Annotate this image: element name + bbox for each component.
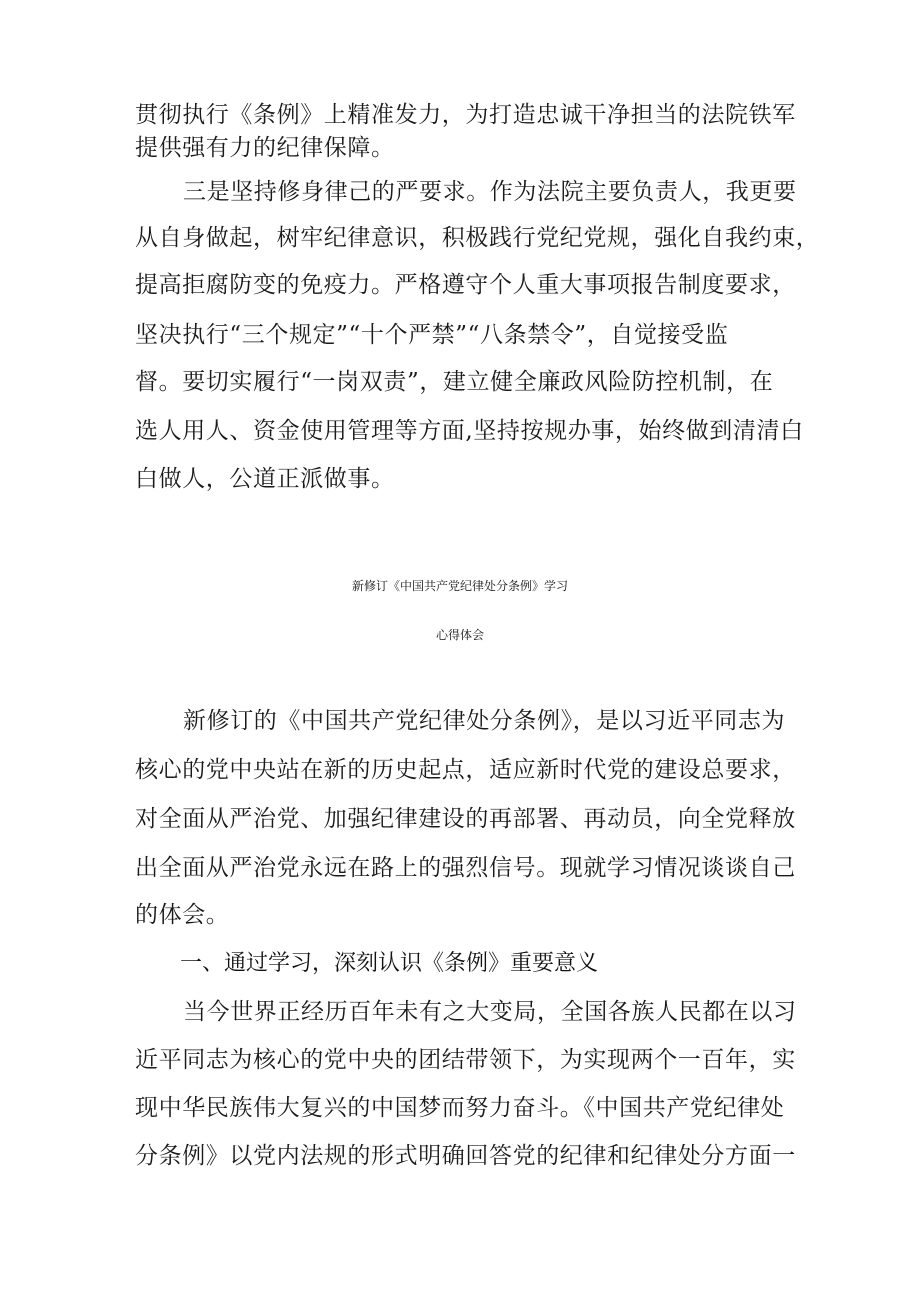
- paragraph-line: 当今世界正经历百年未有之大变局，全国各族人民都在以习: [183, 999, 797, 1025]
- paragraph-line: 白做人，公道正派做事。: [135, 466, 395, 492]
- paragraph-line: 分条例》以党内法规的形式明确回答党的纪律和纪律处分方面一: [135, 1143, 796, 1169]
- paragraph-line: 坚决执行“三个规定”“十个严禁”“八条禁令”，自觉接受监: [135, 322, 729, 348]
- paragraph-line: 出全面从严治党永远在路上的强烈信号。现就学习情况谈谈自己: [135, 855, 796, 881]
- paragraph-line: 新修订的《中国共产党纪律处分条例》，是以习近平同志为: [183, 708, 786, 734]
- section-heading: 一、通过学习，深刻认识《条例》重要意义: [180, 951, 599, 976]
- article-title-line: 新修订《中国共产党纪律处分条例》学习: [351, 579, 568, 593]
- paragraph-line: 选人用人、资金使用管理等方面,坚持按规办事，始终做到清清白: [135, 418, 804, 444]
- paragraph-line: 贯彻执行《条例》上精准发力，为打造忠诚干净担当的法院铁军: [135, 102, 796, 128]
- paragraph-line: 近平同志为核心的党中央的团结带领下，为实现两个一百年，实: [135, 1047, 796, 1073]
- paragraph-line: 提高拒腐防变的免疫力。严格遵守个人重大事项报告制度要求，: [135, 272, 796, 298]
- paragraph-line: 从自身做起，树牢纪律意识，积极践行党纪党规，强化自我约束，: [135, 225, 820, 251]
- paragraph-line: 督。要切实履行“一岗双责”，建立健全廉政风险防控机制，在: [135, 369, 774, 395]
- paragraph-line: 对全面从严治党、加强纪律建设的再部署、再动员，向全党释放: [135, 806, 796, 832]
- article-title-line: 心得体会: [435, 628, 484, 642]
- paragraph-line: 三是坚持修身律己的严要求。作为法院主要负责人，我更要: [183, 179, 797, 205]
- paragraph-line: 核心的党中央站在新的历史起点，适应新时代党的建设总要求，: [135, 757, 796, 783]
- paragraph-line: 提供强有力的纪律保障。: [135, 135, 395, 161]
- paragraph-line: 的体会。: [135, 902, 230, 928]
- paragraph-line: 现中华民族伟大复兴的中国梦而努力奋斗。《中国共产党纪律处: [135, 1095, 785, 1121]
